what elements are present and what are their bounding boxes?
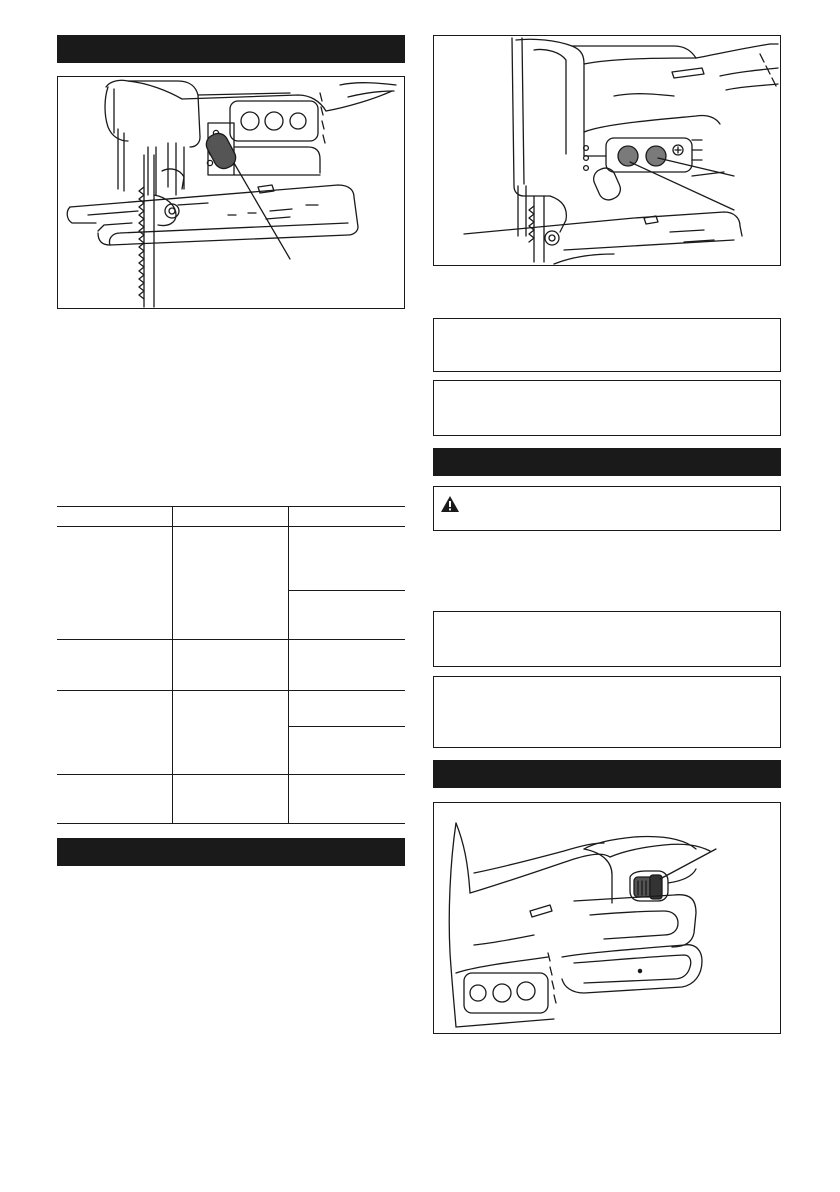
- table-col-rule-1: [172, 506, 173, 824]
- note-box-2: [433, 380, 781, 436]
- table-rule-bottom: [57, 823, 405, 824]
- jigsaw-speed-dial-illustration: [58, 77, 404, 308]
- jigsaw-buttons-illustration: [434, 36, 780, 265]
- table-rule-row2: [57, 690, 405, 691]
- table-rule-top: [57, 506, 405, 507]
- warning-triangle-icon: [440, 495, 460, 513]
- section-heading-bar-4: [433, 760, 781, 788]
- figure-speed-dial: [57, 76, 405, 309]
- warning-box: [433, 486, 781, 531]
- note-box-3: [433, 611, 781, 667]
- table-rule-row3-sub: [289, 726, 405, 727]
- table-rule-header: [57, 526, 405, 527]
- section-heading-bar-1: [57, 35, 405, 63]
- table-col-rule-2: [288, 506, 289, 824]
- table-rule-row1-sub: [289, 590, 405, 591]
- table-rule-row1: [57, 639, 405, 640]
- table-rule-row3: [57, 774, 405, 775]
- section-heading-bar-2: [57, 838, 405, 866]
- figure-control-buttons: [433, 35, 781, 266]
- note-box-1: [433, 318, 781, 372]
- jigsaw-switch-illustration: [434, 803, 780, 1033]
- speed-table: [57, 506, 405, 824]
- note-box-4: [433, 676, 781, 748]
- section-heading-bar-3: [433, 448, 781, 476]
- figure-switch: [433, 802, 781, 1034]
